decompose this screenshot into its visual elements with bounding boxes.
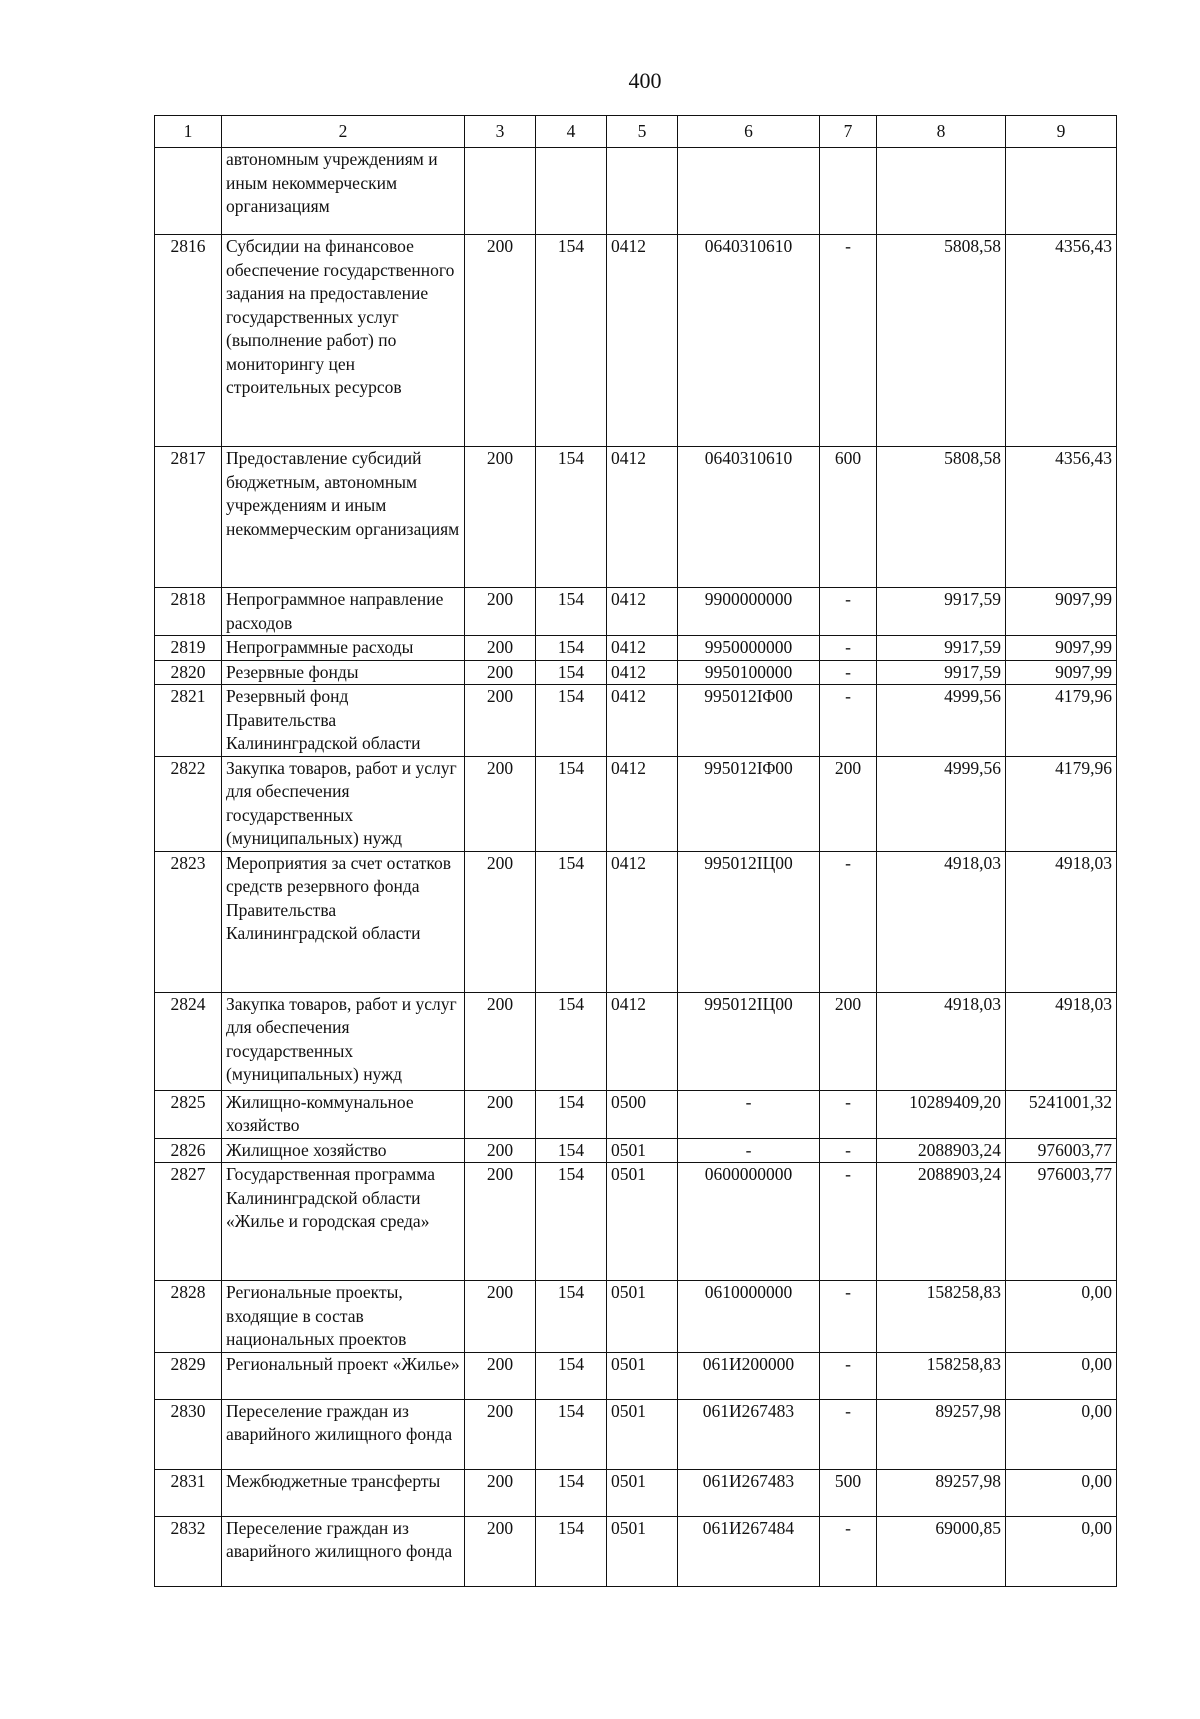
row-number: 2820 xyxy=(155,660,222,685)
code-department: 154 xyxy=(536,588,607,636)
item-name: автономным учреждениям и иным некоммерческим организациям xyxy=(222,148,465,235)
col-header-3: 3 xyxy=(465,116,536,148)
table-row xyxy=(155,148,1117,235)
table-header-row xyxy=(155,116,1117,148)
amount-executed: 0,00 xyxy=(1006,1469,1117,1516)
code-ministry: 200 xyxy=(465,1399,536,1469)
code-target: 061И200000 xyxy=(678,1352,820,1399)
code-department: 154 xyxy=(536,1090,607,1138)
amount-approved: 2088903,24 xyxy=(877,1163,1006,1281)
code-target: 061И267483 xyxy=(678,1469,820,1516)
amount-executed: 0,00 xyxy=(1006,1399,1117,1469)
code-department: 154 xyxy=(536,660,607,685)
code-expense-type: - xyxy=(820,1281,877,1353)
row-number: 2829 xyxy=(155,1352,222,1399)
row-number: 2821 xyxy=(155,685,222,757)
item-name: Резервный фонд Правительства Калининградской области xyxy=(222,685,465,757)
row-number: 2824 xyxy=(155,992,222,1090)
code-department: 154 xyxy=(536,1352,607,1399)
code-expense-type: - xyxy=(820,588,877,636)
amount-executed: 976003,77 xyxy=(1006,1163,1117,1281)
table-row xyxy=(155,685,1117,757)
code-target: 995012ΙΦ00 xyxy=(678,756,820,851)
row-number: 2830 xyxy=(155,1399,222,1469)
amount-approved: 89257,98 xyxy=(877,1399,1006,1469)
code-section xyxy=(607,148,678,235)
amount-executed: 0,00 xyxy=(1006,1352,1117,1399)
col-header-5: 5 xyxy=(607,116,678,148)
amount-approved: 158258,83 xyxy=(877,1352,1006,1399)
col-header-6: 6 xyxy=(678,116,820,148)
code-department: 154 xyxy=(536,1399,607,1469)
item-name: Региональный проект «Жилье» xyxy=(222,1352,465,1399)
amount-approved: 2088903,24 xyxy=(877,1138,1006,1163)
code-expense-type: - xyxy=(820,1163,877,1281)
row-number xyxy=(155,148,222,235)
item-name: Закупка товаров, работ и услуг для обеспечения государственных (муниципальных) нужд xyxy=(222,756,465,851)
code-expense-type: 500 xyxy=(820,1469,877,1516)
code-section: 0412 xyxy=(607,756,678,851)
item-name: Жилищное хозяйство xyxy=(222,1138,465,1163)
code-ministry: 200 xyxy=(465,992,536,1090)
col-header-2: 2 xyxy=(222,116,465,148)
code-expense-type: - xyxy=(820,660,877,685)
row-number: 2831 xyxy=(155,1469,222,1516)
amount-executed: 9097,99 xyxy=(1006,588,1117,636)
code-ministry: 200 xyxy=(465,235,536,447)
code-expense-type: - xyxy=(820,636,877,661)
code-department: 154 xyxy=(536,636,607,661)
col-header-4: 4 xyxy=(536,116,607,148)
code-section: 0412 xyxy=(607,588,678,636)
code-department: 154 xyxy=(536,1469,607,1516)
col-header-9: 9 xyxy=(1006,116,1117,148)
amount-approved: 4999,56 xyxy=(877,756,1006,851)
amount-executed: 9097,99 xyxy=(1006,636,1117,661)
item-name: Региональные проекты, входящие в состав национальных проектов xyxy=(222,1281,465,1353)
code-section: 0412 xyxy=(607,636,678,661)
row-number: 2816 xyxy=(155,235,222,447)
code-section: 0412 xyxy=(607,447,678,588)
amount-executed: 9097,99 xyxy=(1006,660,1117,685)
code-expense-type: - xyxy=(820,1352,877,1399)
amount-approved: 9917,59 xyxy=(877,660,1006,685)
code-department: 154 xyxy=(536,992,607,1090)
amount-executed: 5241001,32 xyxy=(1006,1090,1117,1138)
table-row xyxy=(155,660,1117,685)
code-section: 0412 xyxy=(607,235,678,447)
code-department: 154 xyxy=(536,447,607,588)
amount-executed: 976003,77 xyxy=(1006,1138,1117,1163)
code-ministry: 200 xyxy=(465,851,536,992)
amount-executed xyxy=(1006,148,1117,235)
code-section: 0501 xyxy=(607,1469,678,1516)
code-target: 995012ΙЦ00 xyxy=(678,851,820,992)
table-row xyxy=(155,1469,1117,1516)
code-target: 061И267483 xyxy=(678,1399,820,1469)
code-expense-type: - xyxy=(820,1516,877,1586)
code-ministry: 200 xyxy=(465,1516,536,1586)
item-name: Мероприятия за счет остатков средств резервного фонда Правительства Калининградской области xyxy=(222,851,465,992)
col-header-8: 8 xyxy=(877,116,1006,148)
code-ministry: 200 xyxy=(465,1090,536,1138)
amount-approved: 5808,58 xyxy=(877,235,1006,447)
row-number: 2817 xyxy=(155,447,222,588)
amount-executed: 4356,43 xyxy=(1006,235,1117,447)
item-name: Непрограммные расходы xyxy=(222,636,465,661)
row-number: 2828 xyxy=(155,1281,222,1353)
code-expense-type: 200 xyxy=(820,992,877,1090)
code-ministry xyxy=(465,148,536,235)
item-name: Непрограммное направление расходов xyxy=(222,588,465,636)
row-number: 2826 xyxy=(155,1138,222,1163)
amount-approved: 4918,03 xyxy=(877,992,1006,1090)
col-header-7: 7 xyxy=(820,116,877,148)
item-name: Субсидии на финансовое обеспечение государственного задания на предоставление государственных услуг (выполнение работ) по мониторингу цен строительных ресурсов xyxy=(222,235,465,447)
code-section: 0501 xyxy=(607,1516,678,1586)
code-department: 154 xyxy=(536,235,607,447)
code-section: 0501 xyxy=(607,1281,678,1353)
code-department: 154 xyxy=(536,851,607,992)
code-expense-type: - xyxy=(820,851,877,992)
item-name: Переселение граждан из аварийного жилищного фонда xyxy=(222,1516,465,1586)
amount-approved: 10289409,20 xyxy=(877,1090,1006,1138)
code-department: 154 xyxy=(536,1163,607,1281)
item-name: Резервные фонды xyxy=(222,660,465,685)
code-ministry: 200 xyxy=(465,1469,536,1516)
amount-executed: 0,00 xyxy=(1006,1516,1117,1586)
row-number: 2832 xyxy=(155,1516,222,1586)
amount-approved: 89257,98 xyxy=(877,1469,1006,1516)
code-target: 0640310610 xyxy=(678,447,820,588)
table-row xyxy=(155,1138,1117,1163)
code-ministry: 200 xyxy=(465,685,536,757)
budget-table xyxy=(154,115,1117,1587)
code-department: 154 xyxy=(536,1516,607,1586)
code-ministry: 200 xyxy=(465,660,536,685)
code-expense-type: 600 xyxy=(820,447,877,588)
code-ministry: 200 xyxy=(465,636,536,661)
code-target xyxy=(678,148,820,235)
page-number: 400 xyxy=(628,68,662,93)
table-row xyxy=(155,1281,1117,1353)
table-row xyxy=(155,1399,1117,1469)
item-name: Переселение граждан из аварийного жилищного фонда xyxy=(222,1399,465,1469)
amount-approved: 158258,83 xyxy=(877,1281,1006,1353)
table-row xyxy=(155,636,1117,661)
code-section: 0412 xyxy=(607,851,678,992)
amount-executed: 4918,03 xyxy=(1006,992,1117,1090)
row-number: 2827 xyxy=(155,1163,222,1281)
code-expense-type: 200 xyxy=(820,756,877,851)
code-department: 154 xyxy=(536,1281,607,1353)
code-target: 0600000000 xyxy=(678,1163,820,1281)
item-name: Государственная программа Калининградской области «Жилье и городская среда» xyxy=(222,1163,465,1281)
col-header-1: 1 xyxy=(155,116,222,148)
code-ministry: 200 xyxy=(465,756,536,851)
table-row xyxy=(155,1163,1117,1281)
item-name: Закупка товаров, работ и услуг для обеспечения государственных (муниципальных) нужд xyxy=(222,992,465,1090)
code-department: 154 xyxy=(536,685,607,757)
code-expense-type: - xyxy=(820,235,877,447)
code-ministry: 200 xyxy=(465,447,536,588)
code-ministry: 200 xyxy=(465,1352,536,1399)
amount-approved: 9917,59 xyxy=(877,588,1006,636)
amount-executed: 4918,03 xyxy=(1006,851,1117,992)
code-target: - xyxy=(678,1138,820,1163)
amount-approved: 9917,59 xyxy=(877,636,1006,661)
code-section: 0500 xyxy=(607,1090,678,1138)
code-expense-type: - xyxy=(820,685,877,757)
code-ministry: 200 xyxy=(465,1163,536,1281)
amount-approved: 5808,58 xyxy=(877,447,1006,588)
code-target: - xyxy=(678,1090,820,1138)
code-section: 0501 xyxy=(607,1399,678,1469)
table-row xyxy=(155,992,1117,1090)
item-name: Межбюджетные трансферты xyxy=(222,1469,465,1516)
table-row xyxy=(155,447,1117,588)
code-section: 0412 xyxy=(607,685,678,757)
amount-approved: 4918,03 xyxy=(877,851,1006,992)
amount-approved: 4999,56 xyxy=(877,685,1006,757)
table-row xyxy=(155,235,1117,447)
code-department: 154 xyxy=(536,1138,607,1163)
code-section: 0412 xyxy=(607,660,678,685)
table-row xyxy=(155,1516,1117,1586)
code-section: 0412 xyxy=(607,992,678,1090)
amount-executed: 0,00 xyxy=(1006,1281,1117,1353)
table-row xyxy=(155,1090,1117,1138)
code-ministry: 200 xyxy=(465,1281,536,1353)
code-ministry: 200 xyxy=(465,1138,536,1163)
code-expense-type: - xyxy=(820,1138,877,1163)
amount-approved: 69000,85 xyxy=(877,1516,1006,1586)
code-section: 0501 xyxy=(607,1352,678,1399)
table-row xyxy=(155,1352,1117,1399)
item-name: Предоставление субсидий бюджетным, автономным учреждениям и иным некоммерческим организациям xyxy=(222,447,465,588)
code-expense-type xyxy=(820,148,877,235)
row-number: 2823 xyxy=(155,851,222,992)
item-name: Жилищно-коммунальное хозяйство xyxy=(222,1090,465,1138)
table-row xyxy=(155,588,1117,636)
table-row xyxy=(155,851,1117,992)
row-number: 2818 xyxy=(155,588,222,636)
code-section: 0501 xyxy=(607,1138,678,1163)
code-department: 154 xyxy=(536,756,607,851)
code-target: 0640310610 xyxy=(678,235,820,447)
table-row xyxy=(155,756,1117,851)
code-expense-type: - xyxy=(820,1090,877,1138)
amount-approved xyxy=(877,148,1006,235)
code-section: 0501 xyxy=(607,1163,678,1281)
code-target: 995012ΙΦ00 xyxy=(678,685,820,757)
code-target: 0610000000 xyxy=(678,1281,820,1353)
code-target: 061И267484 xyxy=(678,1516,820,1586)
code-ministry: 200 xyxy=(465,588,536,636)
code-expense-type: - xyxy=(820,1399,877,1469)
amount-executed: 4356,43 xyxy=(1006,447,1117,588)
amount-executed: 4179,96 xyxy=(1006,756,1117,851)
row-number: 2825 xyxy=(155,1090,222,1138)
code-department xyxy=(536,148,607,235)
amount-executed: 4179,96 xyxy=(1006,685,1117,757)
code-target: 9950000000 xyxy=(678,636,820,661)
code-target: 995012ΙЦ00 xyxy=(678,992,820,1090)
code-target: 9900000000 xyxy=(678,588,820,636)
row-number: 2822 xyxy=(155,756,222,851)
code-target: 9950100000 xyxy=(678,660,820,685)
row-number: 2819 xyxy=(155,636,222,661)
